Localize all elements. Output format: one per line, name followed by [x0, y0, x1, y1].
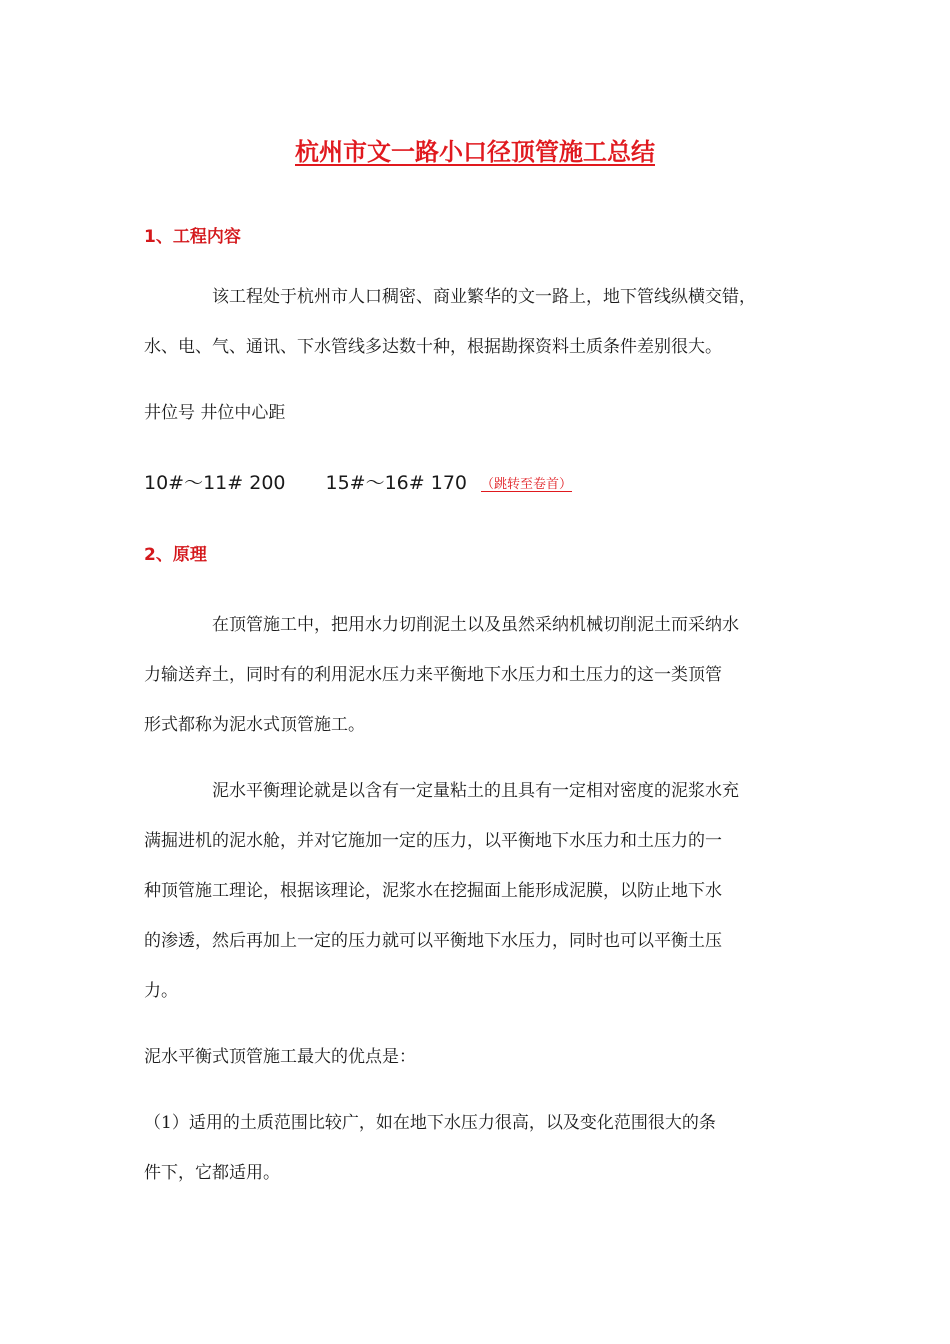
well-row-10-11: 10#～11# 200 [144, 472, 286, 494]
section-heading-principle: 2、原理 [144, 545, 207, 565]
advantages-intro: 泥水平衡式顶管施工最大的优点是： [144, 1047, 416, 1067]
paragraph-line: 该工程处于杭州市人口稠密、商业繁华的文一路上，地下管线纵横交错， [212, 287, 756, 307]
document-title: 杭州市文一路小口径顶管施工总结 [295, 138, 655, 166]
well-row-15-16: 15#～16# 170 [325, 472, 467, 494]
well-distance-row [144, 468, 576, 495]
paragraph-line: 力。 [144, 981, 178, 1001]
advantage-item-line: （1）适用的土质范围比较广，如在地下水压力很高，以及变化范围很大的条 [144, 1113, 716, 1133]
paragraph-line: 力输送弃土，同时有的利用泥水压力来平衡地下水压力和土压力的这一类顶管 [144, 665, 722, 685]
paragraph-line: 的渗透，然后再加上一定的压力就可以平衡地下水压力，同时也可以平衡土压 [144, 931, 722, 951]
advantage-item-line: 件下，它都适用。 [144, 1163, 280, 1183]
paragraph-line: 在顶管施工中，把用水力切削泥土以及虽然采纳机械切削泥土而采纳水 [212, 615, 739, 635]
paragraph-line: 种顶管施工理论，根据该理论，泥浆水在挖掘面上能形成泥膜，以防止地下水 [144, 881, 722, 901]
jump-to-top-link[interactable]: （跳转至卷首） [481, 477, 573, 492]
paragraph-line: 泥水平衡理论就是以含有一定量粘土的且具有一定相对密度的泥浆水充 [212, 781, 739, 801]
paragraph-line: 形式都称为泥水式顶管施工。 [144, 715, 365, 735]
section-heading-project-content: 1、工程内容 [144, 227, 241, 247]
well-table-header: 井位号 井位中心距 [144, 403, 286, 423]
paragraph-line: 满掘进机的泥水舱，并对它施加一定的压力，以平衡地下水压力和土压力的一 [144, 831, 722, 851]
paragraph-line: 水、电、气、通讯、下水管线多达数十种，根据勘探资料土质条件差别很大。 [144, 337, 722, 357]
